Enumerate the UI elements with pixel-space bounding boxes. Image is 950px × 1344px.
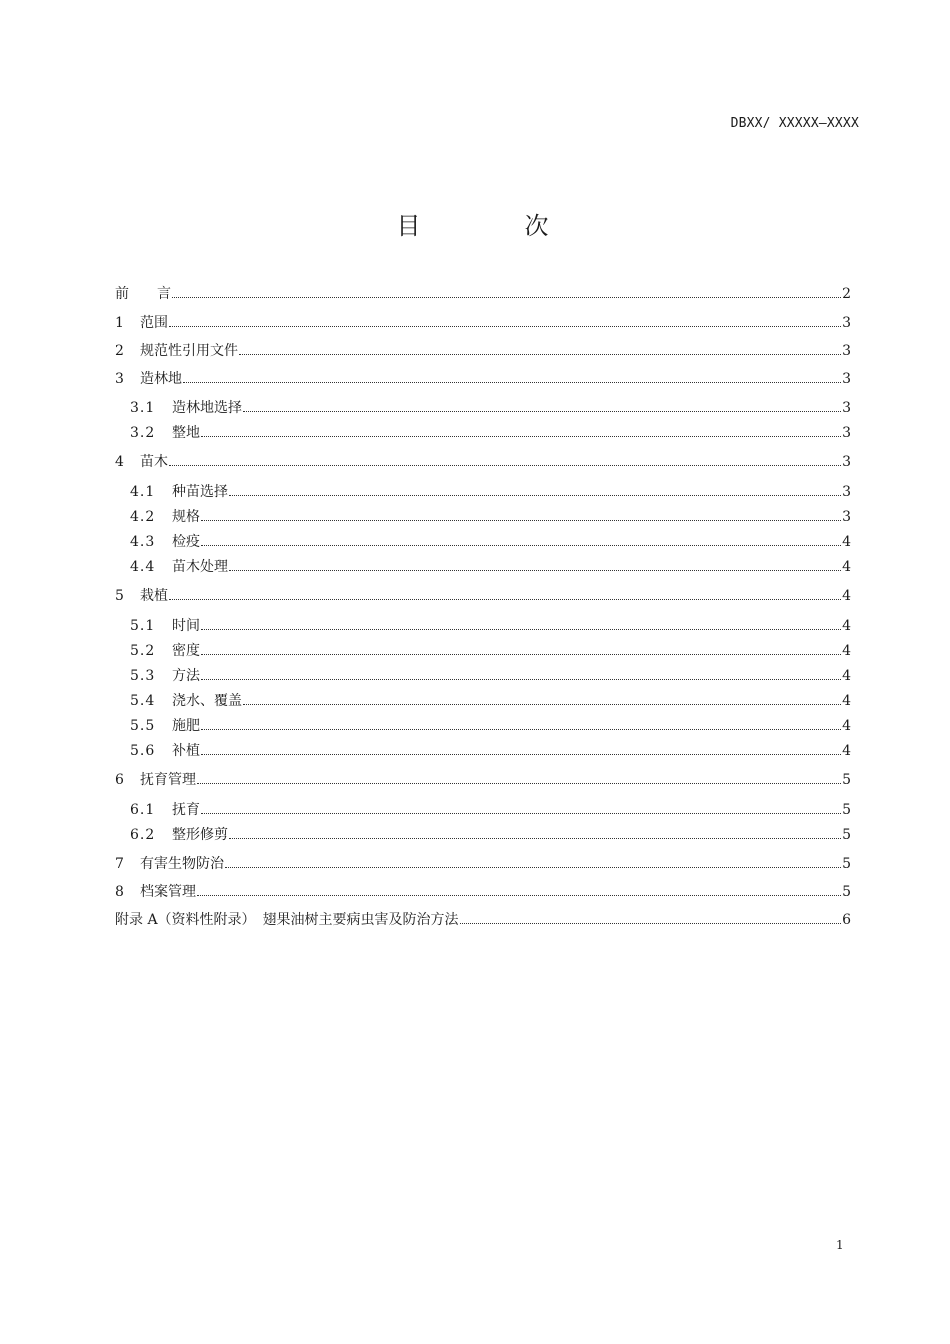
toc-number: 6.2 — [130, 827, 156, 843]
toc-label: 有害生物防治 — [140, 856, 224, 872]
toc-page: 6 — [842, 912, 851, 928]
dot-leader — [169, 322, 841, 327]
toc-number: 5.3 — [130, 668, 156, 684]
toc-label: 规格 — [172, 509, 200, 525]
toc-page: 3 — [842, 371, 851, 387]
toc-label: 抚育 — [172, 802, 200, 818]
toc-entry[interactable] — [115, 340, 851, 364]
toc-label: 整形修剪 — [172, 827, 228, 843]
toc-label: 范围 — [140, 315, 168, 331]
toc-entry[interactable] — [115, 853, 851, 877]
dot-leader — [229, 491, 841, 496]
toc-subentry[interactable] — [130, 556, 851, 580]
toc-entry[interactable] — [115, 585, 851, 609]
toc-page: 5 — [842, 884, 851, 900]
toc-page: 3 — [842, 509, 851, 525]
dot-leader — [201, 516, 841, 521]
toc-page: 4 — [842, 559, 851, 575]
toc-number: 6.1 — [130, 802, 156, 818]
toc-page: 3 — [842, 400, 851, 416]
toc-subentry[interactable] — [130, 665, 851, 689]
toc-page: 4 — [842, 618, 851, 634]
toc-page: 3 — [842, 425, 851, 441]
toc-label: 浇水、覆盖 — [172, 693, 242, 709]
toc-number: 6 — [115, 772, 124, 788]
toc-subentry[interactable] — [130, 799, 851, 823]
toc-number: 2 — [115, 343, 124, 359]
toc-label: 整地 — [172, 425, 200, 441]
toc-number: 5 — [115, 588, 124, 604]
toc-label: 附录 A（资料性附录） 翅果油树主要病虫害及防治方法 — [115, 912, 459, 928]
toc-page: 4 — [842, 534, 851, 550]
toc-page: 5 — [842, 772, 851, 788]
toc-entry[interactable] — [115, 769, 851, 793]
toc-entry[interactable] — [115, 881, 851, 905]
toc-label: 规范性引用文件 — [140, 343, 238, 359]
toc-label: 密度 — [172, 643, 200, 659]
dot-leader — [201, 432, 841, 437]
toc-number: 3.2 — [130, 425, 156, 441]
toc-number: 4.1 — [130, 484, 156, 500]
toc-page: 4 — [842, 643, 851, 659]
toc-page: 4 — [842, 668, 851, 684]
toc-number: 3.1 — [130, 400, 156, 416]
dot-leader — [229, 566, 841, 571]
toc-subentry[interactable] — [130, 531, 851, 555]
toc-subentry[interactable] — [130, 506, 851, 530]
toc-title: 目 次 — [396, 212, 589, 240]
toc-number: 4.2 — [130, 509, 156, 525]
toc-entry[interactable] — [115, 368, 851, 392]
toc-number: 4.3 — [130, 534, 156, 550]
dot-leader — [183, 378, 841, 383]
dot-leader — [243, 700, 841, 705]
toc-number: 4.4 — [130, 559, 156, 575]
toc-label: 抚育管理 — [140, 772, 196, 788]
dot-leader — [225, 863, 841, 868]
toc-page: 4 — [842, 693, 851, 709]
toc-label: 时间 — [172, 618, 200, 634]
toc-number: 5.1 — [130, 618, 156, 634]
toc-page: 4 — [842, 588, 851, 604]
toc-page: 3 — [842, 343, 851, 359]
toc-number: 5.4 — [130, 693, 156, 709]
toc-number: 1 — [115, 315, 124, 331]
toc-subentry[interactable] — [130, 640, 851, 664]
toc-label: 施肥 — [172, 718, 200, 734]
toc-number: 8 — [115, 884, 124, 900]
toc-label: 栽植 — [140, 588, 168, 604]
toc-label: 造林地选择 — [172, 400, 242, 416]
toc-number: 4 — [115, 454, 124, 470]
dot-leader — [169, 595, 841, 600]
toc-entry-foreword[interactable] — [115, 283, 851, 307]
toc-page: 5 — [842, 856, 851, 872]
toc-label: 检疫 — [172, 534, 200, 550]
dot-leader — [201, 750, 841, 755]
toc-label: 苗木处理 — [172, 559, 228, 575]
toc-subentry[interactable] — [130, 397, 851, 421]
toc-number: 3 — [115, 371, 124, 387]
toc-subentry[interactable] — [130, 715, 851, 739]
toc-page: 3 — [842, 484, 851, 500]
toc-label: 档案管理 — [140, 884, 196, 900]
toc-page: 4 — [842, 743, 851, 759]
dot-leader — [201, 541, 841, 546]
toc-entry[interactable] — [115, 312, 851, 336]
toc-entry-appendix-a[interactable] — [115, 909, 851, 933]
toc-number: 7 — [115, 856, 124, 872]
toc-subentry[interactable] — [130, 690, 851, 714]
dot-leader — [197, 779, 841, 784]
toc-page: 5 — [842, 827, 851, 843]
dot-leader — [201, 675, 841, 680]
toc-label: 补植 — [172, 743, 200, 759]
dot-leader — [239, 350, 841, 355]
toc-subentry[interactable] — [130, 422, 851, 446]
dot-leader — [197, 891, 841, 896]
dot-leader — [169, 461, 841, 466]
toc-number: 5.2 — [130, 643, 156, 659]
dot-leader — [460, 919, 842, 924]
dot-leader — [201, 725, 841, 730]
toc-number: 5.5 — [130, 718, 156, 734]
toc-subentry[interactable] — [130, 481, 851, 505]
dot-leader — [243, 407, 841, 412]
toc-page: 3 — [842, 454, 851, 470]
dot-leader — [229, 834, 841, 839]
dot-leader — [201, 650, 841, 655]
toc-label: 前 言 — [115, 286, 171, 302]
toc-page: 4 — [842, 718, 851, 734]
toc-subentry[interactable] — [130, 740, 851, 764]
toc-label: 造林地 — [140, 371, 182, 387]
document-code: DBXX/ XXXXX—XXXX — [730, 116, 859, 131]
page-number: 1 — [836, 1238, 844, 1252]
toc-subentry[interactable] — [130, 824, 851, 848]
toc-label: 方法 — [172, 668, 200, 684]
toc-entry[interactable] — [115, 451, 851, 475]
toc-page: 3 — [842, 315, 851, 331]
toc-number: 5.6 — [130, 743, 156, 759]
toc-subentry[interactable] — [130, 615, 851, 639]
dot-leader — [172, 293, 841, 298]
dot-leader — [201, 809, 841, 814]
toc-label: 种苗选择 — [172, 484, 228, 500]
toc-label: 苗木 — [140, 454, 168, 470]
dot-leader — [201, 625, 841, 630]
toc-page: 5 — [842, 802, 851, 818]
toc-page: 2 — [842, 286, 851, 302]
